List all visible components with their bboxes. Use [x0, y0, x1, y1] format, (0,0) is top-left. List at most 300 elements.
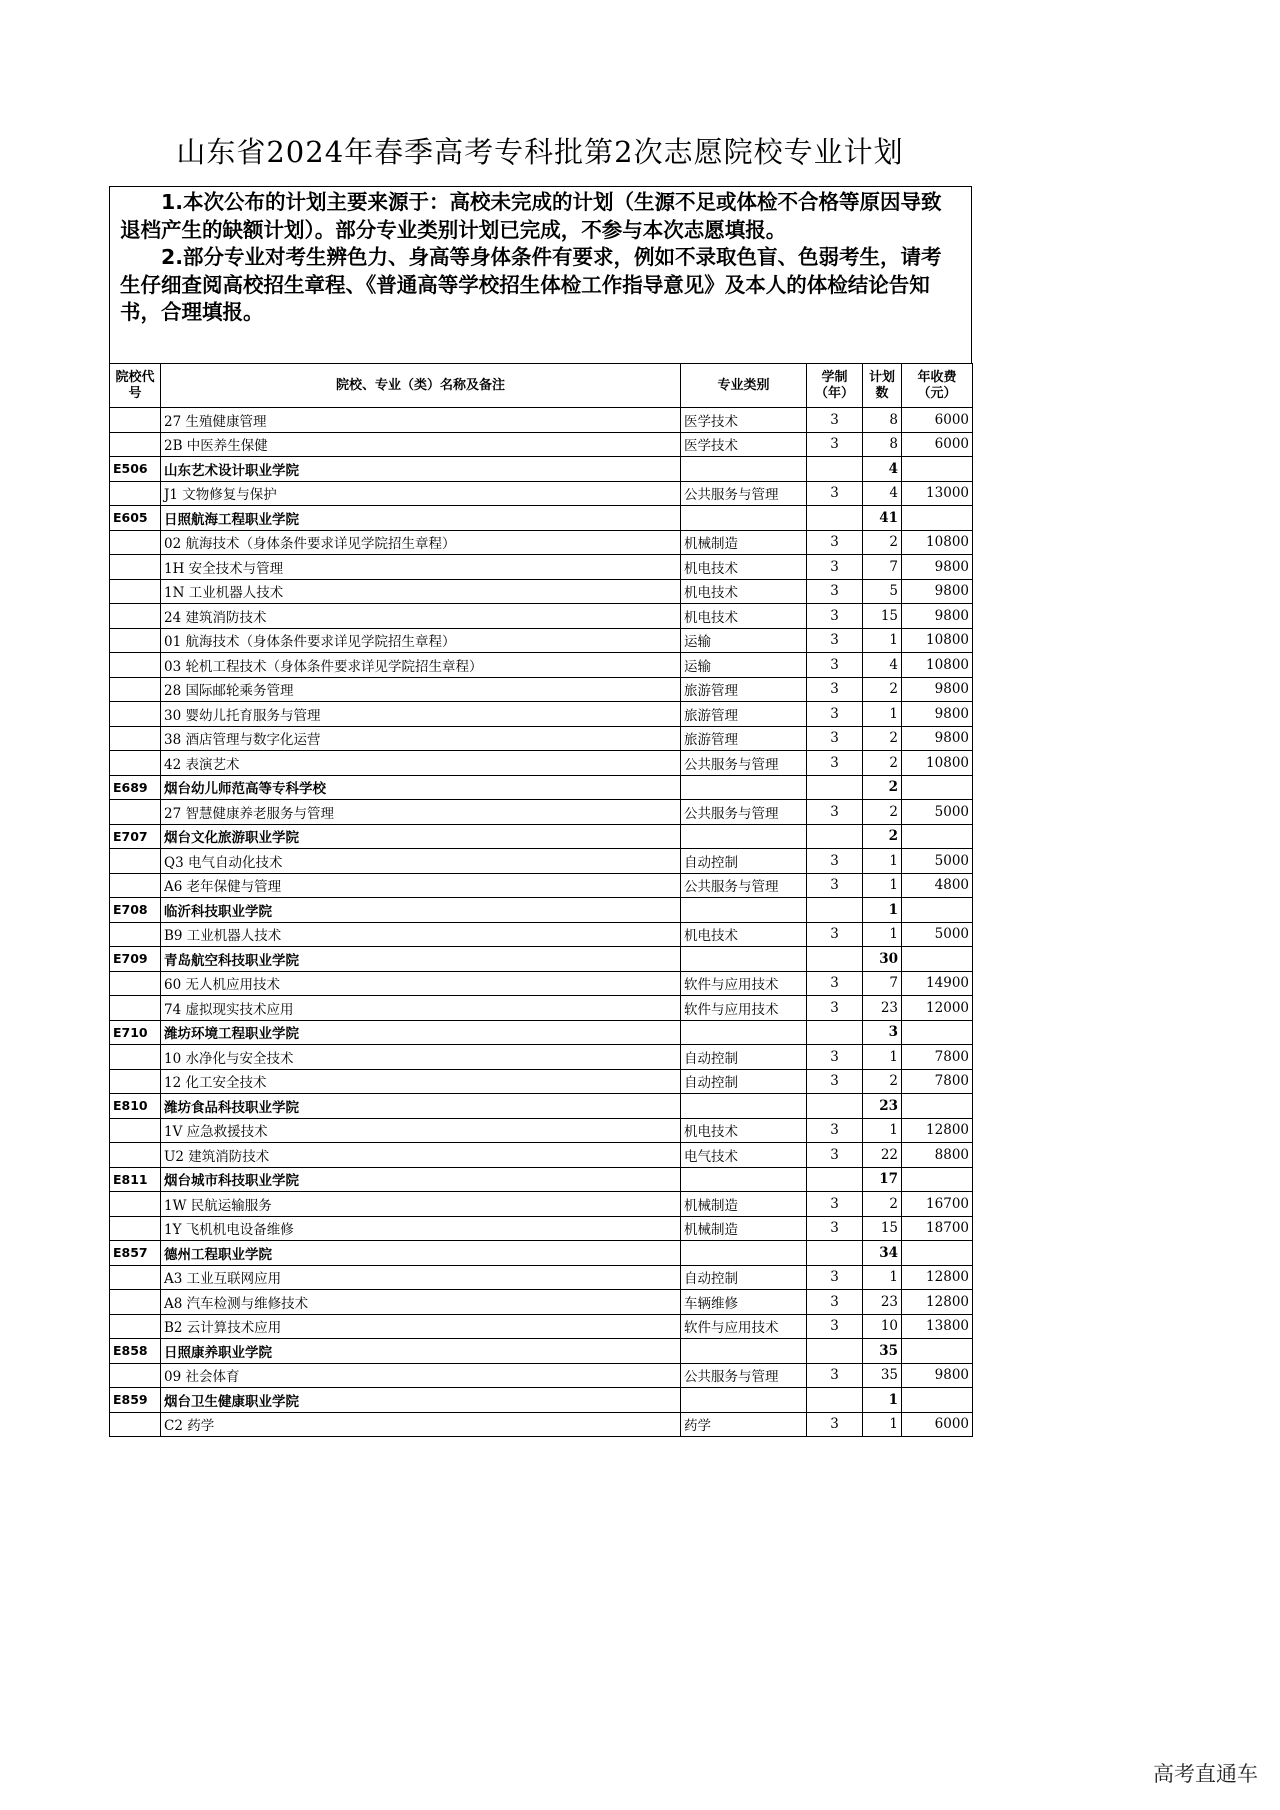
- cell-category: 机电技术: [681, 604, 807, 629]
- cell-code: [110, 408, 161, 433]
- cell-years: 3: [807, 408, 863, 433]
- cell-years: 3: [807, 800, 863, 825]
- school-row: [110, 1241, 973, 1266]
- cell-plan: 35: [863, 1339, 902, 1364]
- cell-plan: 15: [863, 604, 902, 629]
- cell-fee: [902, 1094, 973, 1119]
- cell-code: [110, 579, 161, 604]
- school-row: [110, 1388, 973, 1413]
- page-title: 山东省2024年春季高考专科批第2次志愿院校专业计划: [176, 135, 904, 169]
- cell-code: [110, 1216, 161, 1241]
- cell-category: 旅游管理: [681, 726, 807, 751]
- cell-name: A6 老年保健与管理: [161, 873, 681, 898]
- cell-plan: 7: [863, 555, 902, 580]
- cell-name: 74 虚拟现实技术应用: [161, 996, 681, 1021]
- cell-code: E707: [110, 824, 161, 849]
- cell-code: [110, 702, 161, 727]
- cell-fee: 12000: [902, 996, 973, 1021]
- major-row: [110, 971, 973, 996]
- major-row: [110, 751, 973, 776]
- cell-fee: 10800: [902, 530, 973, 555]
- cell-category: [681, 1388, 807, 1413]
- cell-plan: 2: [863, 530, 902, 555]
- cell-years: 3: [807, 751, 863, 776]
- cell-fee: 12800: [902, 1290, 973, 1315]
- header-category: 专业类别: [681, 364, 807, 408]
- major-row: [110, 800, 973, 825]
- cell-plan: 1: [863, 628, 902, 653]
- cell-category: 机械制造: [681, 530, 807, 555]
- cell-fee: 8800: [902, 1143, 973, 1168]
- school-row: [110, 1094, 973, 1119]
- cell-code: E859: [110, 1388, 161, 1413]
- cell-fee: [902, 506, 973, 531]
- cell-plan: 17: [863, 1167, 902, 1192]
- cell-years: [807, 1388, 863, 1413]
- cell-category: 公共服务与管理: [681, 1363, 807, 1388]
- cell-name: 01 航海技术（身体条件要求详见学院招生章程）: [161, 628, 681, 653]
- cell-code: [110, 996, 161, 1021]
- cell-plan: 10: [863, 1314, 902, 1339]
- cell-name: 27 智慧健康养老服务与管理: [161, 800, 681, 825]
- cell-plan: 1: [863, 898, 902, 923]
- major-row: [110, 653, 973, 678]
- cell-plan: 8: [863, 432, 902, 457]
- cell-plan: 5: [863, 579, 902, 604]
- cell-plan: 1: [863, 922, 902, 947]
- cell-plan: 1: [863, 1412, 902, 1437]
- cell-name: 24 建筑消防技术: [161, 604, 681, 629]
- cell-plan: 2: [863, 677, 902, 702]
- cell-name: 03 轮机工程技术（身体条件要求详见学院招生章程）: [161, 653, 681, 678]
- cell-years: 3: [807, 726, 863, 751]
- major-row: [110, 555, 973, 580]
- cell-years: 3: [807, 1216, 863, 1241]
- cell-plan: 4: [863, 481, 902, 506]
- cell-category: [681, 824, 807, 849]
- cell-category: 公共服务与管理: [681, 873, 807, 898]
- cell-code: [110, 1290, 161, 1315]
- cell-years: [807, 947, 863, 972]
- cell-name: 1N 工业机器人技术: [161, 579, 681, 604]
- major-row: [110, 996, 973, 1021]
- cell-code: [110, 873, 161, 898]
- cell-category: [681, 947, 807, 972]
- cell-plan: 22: [863, 1143, 902, 1168]
- cell-code: [110, 1143, 161, 1168]
- cell-years: 3: [807, 702, 863, 727]
- cell-years: 3: [807, 1290, 863, 1315]
- table-body: [110, 408, 973, 1437]
- cell-years: 3: [807, 1045, 863, 1070]
- cell-plan: 1: [863, 1388, 902, 1413]
- cell-plan: 4: [863, 457, 902, 482]
- cell-category: 机械制造: [681, 1192, 807, 1217]
- cell-fee: [902, 1167, 973, 1192]
- cell-category: [681, 1339, 807, 1364]
- major-row: [110, 1216, 973, 1241]
- cell-years: 3: [807, 653, 863, 678]
- cell-name: 烟台幼儿师范高等专科学校: [161, 775, 681, 800]
- cell-category: [681, 506, 807, 531]
- cell-category: 自动控制: [681, 1045, 807, 1070]
- cell-category: 车辆维修: [681, 1290, 807, 1315]
- cell-years: 3: [807, 555, 863, 580]
- cell-years: [807, 457, 863, 482]
- major-row: [110, 702, 973, 727]
- cell-category: 自动控制: [681, 1265, 807, 1290]
- major-row: [110, 726, 973, 751]
- cell-fee: 9800: [902, 579, 973, 604]
- cell-category: 运输: [681, 628, 807, 653]
- cell-years: 3: [807, 971, 863, 996]
- cell-plan: 2: [863, 800, 902, 825]
- cell-category: [681, 1167, 807, 1192]
- cell-name: 38 酒店管理与数字化运营: [161, 726, 681, 751]
- cell-fee: 6000: [902, 1412, 973, 1437]
- notes-box: [109, 186, 972, 363]
- cell-name: A3 工业互联网应用: [161, 1265, 681, 1290]
- cell-category: 电气技术: [681, 1143, 807, 1168]
- cell-years: [807, 898, 863, 923]
- cell-fee: 9800: [902, 702, 973, 727]
- cell-category: [681, 1020, 807, 1045]
- cell-code: E709: [110, 947, 161, 972]
- cell-years: [807, 1339, 863, 1364]
- cell-category: [681, 898, 807, 923]
- cell-name: 1H 安全技术与管理: [161, 555, 681, 580]
- cell-code: [110, 800, 161, 825]
- cell-fee: 9800: [902, 604, 973, 629]
- cell-category: 机电技术: [681, 579, 807, 604]
- cell-plan: 23: [863, 1094, 902, 1119]
- cell-fee: 14900: [902, 971, 973, 996]
- cell-plan: 23: [863, 1290, 902, 1315]
- cell-years: 3: [807, 481, 863, 506]
- header-name: 院校、专业（类）名称及备注: [161, 364, 681, 408]
- cell-years: [807, 506, 863, 531]
- cell-name: 1W 民航运输服务: [161, 1192, 681, 1217]
- cell-code: [110, 628, 161, 653]
- cell-category: 机电技术: [681, 1118, 807, 1143]
- cell-name: 潍坊食品科技职业学院: [161, 1094, 681, 1119]
- cell-name: B9 工业机器人技术: [161, 922, 681, 947]
- cell-name: 28 国际邮轮乘务管理: [161, 677, 681, 702]
- cell-category: 软件与应用技术: [681, 971, 807, 996]
- cell-code: [110, 555, 161, 580]
- cell-code: E858: [110, 1339, 161, 1364]
- cell-fee: [902, 1241, 973, 1266]
- cell-name: 日照航海工程职业学院: [161, 506, 681, 531]
- cell-years: 3: [807, 849, 863, 874]
- cell-fee: 6000: [902, 408, 973, 433]
- cell-category: 药学: [681, 1412, 807, 1437]
- cell-code: [110, 1069, 161, 1094]
- cell-fee: 9800: [902, 726, 973, 751]
- cell-fee: [902, 1020, 973, 1045]
- header-years: 学制（年）: [807, 364, 863, 408]
- cell-code: [110, 1045, 161, 1070]
- major-row: [110, 922, 973, 947]
- cell-category: 医学技术: [681, 432, 807, 457]
- cell-plan: 41: [863, 506, 902, 531]
- cell-code: E811: [110, 1167, 161, 1192]
- cell-name: 02 航海技术（身体条件要求详见学院招生章程）: [161, 530, 681, 555]
- cell-code: [110, 726, 161, 751]
- cell-years: 3: [807, 432, 863, 457]
- cell-plan: 15: [863, 1216, 902, 1241]
- cell-category: 机电技术: [681, 555, 807, 580]
- cell-category: 运输: [681, 653, 807, 678]
- cell-plan: 2: [863, 824, 902, 849]
- major-row: [110, 1192, 973, 1217]
- cell-years: 3: [807, 604, 863, 629]
- cell-plan: 7: [863, 971, 902, 996]
- cell-name: 09 社会体育: [161, 1363, 681, 1388]
- cell-years: 3: [807, 1118, 863, 1143]
- school-row: [110, 775, 973, 800]
- cell-fee: 4800: [902, 873, 973, 898]
- header-plan: 计划数: [863, 364, 902, 408]
- cell-fee: [902, 947, 973, 972]
- school-row: [110, 947, 973, 972]
- cell-code: [110, 751, 161, 776]
- plan-sheet: [109, 186, 972, 1437]
- cell-code: E710: [110, 1020, 161, 1045]
- cell-fee: 10800: [902, 751, 973, 776]
- cell-category: 旅游管理: [681, 677, 807, 702]
- cell-code: E506: [110, 457, 161, 482]
- major-row: [110, 1314, 973, 1339]
- cell-plan: 1: [863, 1118, 902, 1143]
- plan-table: [109, 363, 973, 1437]
- cell-name: 青岛航空科技职业学院: [161, 947, 681, 972]
- cell-code: [110, 530, 161, 555]
- cell-fee: 12800: [902, 1265, 973, 1290]
- cell-code: [110, 1192, 161, 1217]
- cell-years: [807, 824, 863, 849]
- cell-category: 旅游管理: [681, 702, 807, 727]
- cell-fee: 10800: [902, 653, 973, 678]
- cell-plan: 1: [863, 1045, 902, 1070]
- major-row: [110, 1069, 973, 1094]
- cell-years: 3: [807, 1265, 863, 1290]
- cell-years: 3: [807, 1143, 863, 1168]
- cell-code: E605: [110, 506, 161, 531]
- cell-fee: [902, 1388, 973, 1413]
- cell-fee: 16700: [902, 1192, 973, 1217]
- cell-code: E857: [110, 1241, 161, 1266]
- cell-years: [807, 775, 863, 800]
- major-row: [110, 1265, 973, 1290]
- cell-plan: 1: [863, 873, 902, 898]
- cell-name: C2 药学: [161, 1412, 681, 1437]
- cell-plan: 1: [863, 702, 902, 727]
- cell-category: 自动控制: [681, 849, 807, 874]
- cell-years: [807, 1241, 863, 1266]
- cell-name: B2 云计算技术应用: [161, 1314, 681, 1339]
- cell-years: 3: [807, 1069, 863, 1094]
- cell-fee: [902, 457, 973, 482]
- cell-code: [110, 849, 161, 874]
- header-fee: 年收费（元）: [902, 364, 973, 408]
- cell-fee: 9800: [902, 677, 973, 702]
- cell-plan: 1: [863, 849, 902, 874]
- cell-name: 德州工程职业学院: [161, 1241, 681, 1266]
- cell-code: [110, 677, 161, 702]
- cell-category: 机电技术: [681, 922, 807, 947]
- cell-plan: 2: [863, 775, 902, 800]
- major-row: [110, 604, 973, 629]
- cell-name: 1V 应急救援技术: [161, 1118, 681, 1143]
- school-row: [110, 898, 973, 923]
- major-row: [110, 873, 973, 898]
- cell-code: [110, 1363, 161, 1388]
- cell-name: 烟台文化旅游职业学院: [161, 824, 681, 849]
- cell-plan: 2: [863, 726, 902, 751]
- cell-category: 机械制造: [681, 1216, 807, 1241]
- school-row: [110, 1167, 973, 1192]
- cell-years: 3: [807, 1412, 863, 1437]
- cell-name: 山东艺术设计职业学院: [161, 457, 681, 482]
- major-row: [110, 530, 973, 555]
- cell-fee: 9800: [902, 555, 973, 580]
- major-row: [110, 677, 973, 702]
- cell-name: Q3 电气自动化技术: [161, 849, 681, 874]
- cell-plan: 34: [863, 1241, 902, 1266]
- cell-code: E689: [110, 775, 161, 800]
- cell-fee: [902, 898, 973, 923]
- major-row: [110, 1118, 973, 1143]
- major-row: [110, 849, 973, 874]
- cell-code: [110, 604, 161, 629]
- cell-category: 自动控制: [681, 1069, 807, 1094]
- header-code: 院校代号: [110, 364, 161, 408]
- cell-code: [110, 653, 161, 678]
- cell-years: 3: [807, 873, 863, 898]
- cell-fee: 6000: [902, 432, 973, 457]
- cell-category: 公共服务与管理: [681, 800, 807, 825]
- cell-fee: 5000: [902, 849, 973, 874]
- cell-plan: 3: [863, 1020, 902, 1045]
- cell-plan: 4: [863, 653, 902, 678]
- cell-fee: 10800: [902, 628, 973, 653]
- cell-fee: [902, 824, 973, 849]
- cell-plan: 23: [863, 996, 902, 1021]
- cell-plan: 8: [863, 408, 902, 433]
- cell-name: 临沂科技职业学院: [161, 898, 681, 923]
- cell-name: 30 婴幼儿托育服务与管理: [161, 702, 681, 727]
- cell-years: [807, 1020, 863, 1045]
- cell-years: [807, 1167, 863, 1192]
- cell-fee: 13000: [902, 481, 973, 506]
- cell-code: [110, 481, 161, 506]
- cell-code: [110, 1314, 161, 1339]
- school-row: [110, 457, 973, 482]
- cell-category: [681, 1094, 807, 1119]
- cell-code: [110, 1118, 161, 1143]
- cell-years: 3: [807, 677, 863, 702]
- cell-fee: 12800: [902, 1118, 973, 1143]
- cell-fee: 18700: [902, 1216, 973, 1241]
- cell-category: 软件与应用技术: [681, 996, 807, 1021]
- cell-name: 60 无人机应用技术: [161, 971, 681, 996]
- major-row: [110, 481, 973, 506]
- school-row: [110, 824, 973, 849]
- cell-plan: 1: [863, 1265, 902, 1290]
- cell-plan: 2: [863, 1069, 902, 1094]
- major-row: [110, 1412, 973, 1437]
- cell-name: 潍坊环境工程职业学院: [161, 1020, 681, 1045]
- cell-plan: 35: [863, 1363, 902, 1388]
- note-1: 1.本次公布的计划主要来源于：高校未完成的计划（生源不足或体检不合格等原因导致退档产生的缺额计划）。部分专业类别计划已完成，不参与本次志愿填报。: [120, 190, 942, 242]
- cell-code: [110, 1265, 161, 1290]
- school-row: [110, 1339, 973, 1364]
- cell-category: 软件与应用技术: [681, 1314, 807, 1339]
- cell-years: 3: [807, 579, 863, 604]
- major-row: [110, 1143, 973, 1168]
- cell-name: U2 建筑消防技术: [161, 1143, 681, 1168]
- major-row: [110, 1363, 973, 1388]
- school-row: [110, 1020, 973, 1045]
- cell-fee: 7800: [902, 1045, 973, 1070]
- cell-name: 1Y 飞机机电设备维修: [161, 1216, 681, 1241]
- note-2: 2.部分专业对考生辨色力、身高等身体条件有要求，例如不录取色盲、色弱考生，请考生仔细查阅高校招生章程、《普通高等学校招生体检工作指导意见》及本人的体检结论告知书，合理填报。: [120, 245, 942, 324]
- cell-code: E810: [110, 1094, 161, 1119]
- cell-name: 烟台城市科技职业学院: [161, 1167, 681, 1192]
- school-row: [110, 506, 973, 531]
- cell-years: 3: [807, 1314, 863, 1339]
- cell-plan: 2: [863, 1192, 902, 1217]
- cell-years: 3: [807, 1192, 863, 1217]
- cell-plan: 2: [863, 751, 902, 776]
- cell-name: J1 文物修复与保护: [161, 481, 681, 506]
- major-row: [110, 628, 973, 653]
- cell-code: E708: [110, 898, 161, 923]
- cell-name: 2B 中医养生保健: [161, 432, 681, 457]
- cell-years: 3: [807, 1363, 863, 1388]
- cell-name: 42 表演艺术: [161, 751, 681, 776]
- cell-fee: [902, 775, 973, 800]
- cell-name: 日照康养职业学院: [161, 1339, 681, 1364]
- cell-fee: 5000: [902, 922, 973, 947]
- cell-fee: 5000: [902, 800, 973, 825]
- major-row: [110, 579, 973, 604]
- cell-fee: 13800: [902, 1314, 973, 1339]
- cell-years: 3: [807, 922, 863, 947]
- cell-fee: 9800: [902, 1363, 973, 1388]
- cell-code: [110, 1412, 161, 1437]
- cell-category: 公共服务与管理: [681, 751, 807, 776]
- cell-category: 公共服务与管理: [681, 481, 807, 506]
- cell-years: 3: [807, 530, 863, 555]
- cell-category: [681, 1241, 807, 1266]
- cell-name: 烟台卫生健康职业学院: [161, 1388, 681, 1413]
- cell-code: [110, 971, 161, 996]
- cell-years: 3: [807, 628, 863, 653]
- table-header-row: [110, 364, 973, 408]
- major-row: [110, 432, 973, 457]
- cell-fee: [902, 1339, 973, 1364]
- cell-plan: 30: [863, 947, 902, 972]
- major-row: [110, 408, 973, 433]
- cell-code: [110, 432, 161, 457]
- cell-name: A8 汽车检测与维修技术: [161, 1290, 681, 1315]
- cell-code: [110, 922, 161, 947]
- cell-name: 10 水净化与安全技术: [161, 1045, 681, 1070]
- cell-name: 12 化工安全技术: [161, 1069, 681, 1094]
- cell-category: [681, 775, 807, 800]
